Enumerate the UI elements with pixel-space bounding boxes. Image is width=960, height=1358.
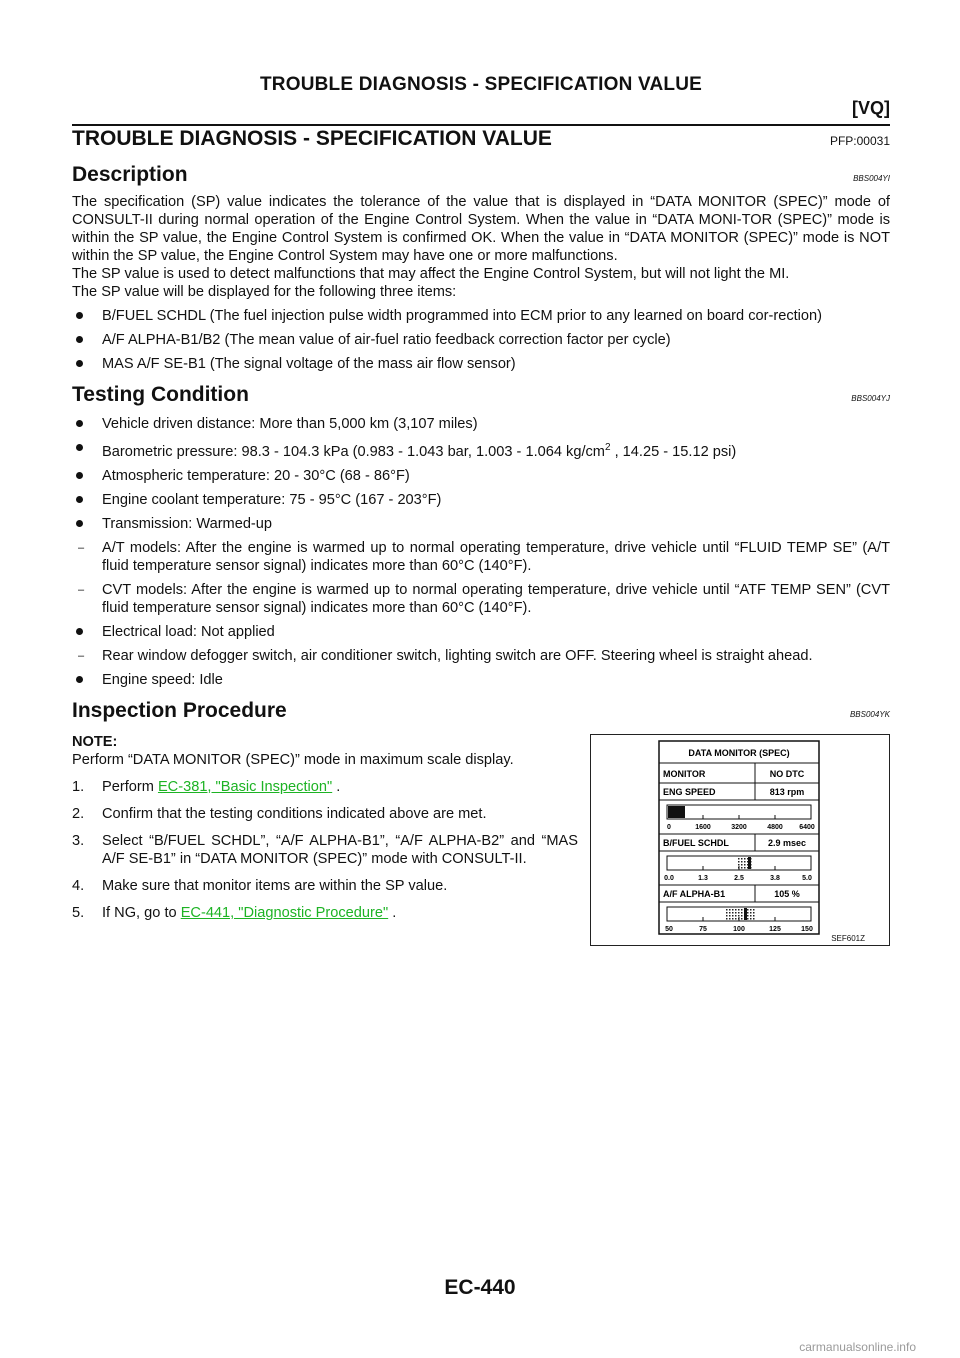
condition-cvt-models: – CVT models: After the engine is warmed up to normal operating temperature, drive vehicle until “ATF TEMP SEN” (CVT fluid temperature sensor signal) indicates more than 60°C (140°F). — [72, 581, 890, 617]
step-1-text: Perform — [102, 778, 158, 795]
step-5-number: 5. — [72, 904, 85, 921]
testing-heading-row — [72, 383, 890, 413]
inspection-body — [72, 731, 890, 946]
af-alpha-sp-range — [726, 908, 756, 920]
testing-conditions-list — [72, 415, 890, 689]
header-section-tag: [VQ] — [852, 98, 890, 118]
bfuel-value: 2.9 msec — [767, 837, 807, 848]
step-3 — [72, 832, 578, 868]
bfuel-tick-label: 5.0 — [802, 874, 812, 882]
status-column-label: NO DTC — [769, 768, 805, 779]
condition-switches: – Rear window defogger switch, air conditioner switch, lighting switch are OFF. Steering wheel is straight ahead. — [72, 647, 890, 665]
condition-pressure-text-end: , 14.25 - 15.12 psi) — [610, 443, 737, 460]
af-alpha-label: A/F ALPHA-B1 — [663, 888, 726, 899]
header-title: TROUBLE DIAGNOSIS - SPECIFICATION VALUE — [260, 74, 702, 95]
inspection-code: BBS004YK — [849, 709, 890, 719]
description-heading: Description — [72, 163, 188, 186]
step-3-text: Select “B/FUEL SCHDL”, “A/F ALPHA-B1”, “A/F ALPHA-B2” and “MAS A/F SE-B1” in “DATA MONITOR (SPEC)” mode with CONSULT-II. — [102, 832, 578, 867]
af-alpha-tick-label: 100 — [733, 925, 745, 933]
bfuel-tick-label: 3.8 — [770, 874, 780, 882]
diagnostic-procedure-link[interactable]: EC-441, "Diagnostic Procedure" — [180, 904, 389, 921]
step-2-number: 2. — [72, 805, 85, 822]
description-heading-row — [72, 163, 890, 193]
condition-pressure — [72, 439, 890, 461]
af-alpha-value: 105 % — [774, 888, 800, 899]
eng-speed-tick-label: 3200 — [731, 823, 747, 831]
af-alpha-tick-label: 150 — [801, 925, 813, 933]
note-label: NOTE: — [72, 733, 118, 750]
bfuel-tick-label: 2.5 — [734, 874, 744, 882]
sp-item-mas-af: MAS A/F SE-B1 (The signal voltage of the mass air flow sensor) — [72, 355, 890, 373]
step-1-number: 1. — [72, 778, 85, 795]
eng-speed-value: 813 rpm — [769, 786, 805, 797]
inspection-heading: Inspection Procedure — [72, 698, 287, 722]
basic-inspection-link[interactable]: EC-381, "Basic Inspection" — [157, 778, 333, 795]
bfuel-pointer — [748, 857, 751, 869]
pfp-code: PFP:00031 — [829, 134, 890, 148]
main-title-row — [72, 127, 890, 157]
step-2 — [72, 805, 578, 823]
page-content — [72, 127, 890, 946]
description-paragraph-1: The specification (SP) value indicates the tolerance of the value that is displayed in “DATA MONITOR (SPEC)” mode of CONSULT-II during normal operation of the Engine Control System. When the value in “DATA MONI-TOR (SPEC)” mode is within the SP value, the Engine Control System is confirmed OK. When the value in “DATA MONITOR (SPEC)” mode is NOT within the SP value, the Engine Control System may have one or more malfunctions. — [72, 194, 890, 264]
inspection-steps — [72, 778, 578, 922]
page-number: EC-440 — [444, 1276, 516, 1299]
step-4 — [72, 877, 578, 895]
condition-distance: Vehicle driven distance: More than 5,000 km (3,107 miles) — [72, 415, 890, 433]
data-monitor-screen — [591, 735, 889, 945]
note-text: Perform “DATA MONITOR (SPEC)” mode in maximum scale display. — [72, 751, 514, 768]
figure-code: SEF601Z — [831, 933, 865, 943]
condition-transmission: Transmission: Warmed-up — [72, 515, 890, 533]
condition-atmospheric: Atmospheric temperature: 20 - 30°C (68 - 86°F) — [72, 467, 890, 485]
step-5 — [72, 904, 578, 922]
page-header — [72, 74, 890, 126]
header-rule — [72, 124, 890, 126]
af-alpha-tick-label: 50 — [665, 925, 673, 933]
condition-at-models: – A/T models: After the engine is warmed up to normal operating temperature, drive vehicle until “FLUID TEMP SE” (A/T fluid temperature sensor signal) indicates more than 60°C (140°F). — [72, 539, 890, 575]
condition-electrical: Electrical load: Not applied — [72, 623, 890, 641]
eng-speed-tick-label: 1600 — [695, 823, 711, 831]
bfuel-tick-label: 0.0 — [664, 874, 674, 882]
step-3-number: 3. — [72, 832, 85, 849]
eng-speed-label: ENG SPEED — [663, 786, 716, 797]
condition-engine-speed: Engine speed: Idle — [72, 671, 890, 689]
watermark: carmanualsonline.info — [799, 1340, 916, 1354]
description-paragraph-3: The SP value will be displayed for the following three items: — [72, 284, 457, 300]
condition-pressure-sup: 2 — [604, 442, 611, 453]
screen-title: DATA MONITOR (SPEC) — [688, 747, 790, 758]
step-2-text: Confirm that the testing conditions indicated above are met. — [102, 805, 487, 822]
af-alpha-tick-label: 75 — [699, 925, 707, 933]
step-4-text: Make sure that monitor items are within the SP value. — [102, 877, 448, 894]
description-paragraph-2: The SP value is used to detect malfunctions that may affect the Engine Control System, but will not light the MI. — [72, 266, 790, 282]
step-1 — [72, 778, 578, 796]
description-code: BBS004YI — [853, 174, 890, 183]
af-alpha-tick-label: 125 — [769, 925, 781, 933]
inspection-heading-row — [72, 699, 890, 729]
bfuel-tick-label: 1.3 — [698, 874, 708, 882]
sp-items-list — [72, 307, 890, 373]
monitor-column-label: MONITOR — [663, 768, 706, 779]
sp-item-af-alpha: A/F ALPHA-B1/B2 (The mean value of air-fuel ratio feedback correction factor per cycle) — [72, 331, 890, 349]
af-alpha-pointer — [744, 908, 747, 920]
testing-heading: Testing Condition — [72, 383, 249, 406]
eng-speed-fill — [668, 806, 685, 818]
sp-item-bfuel: B/FUEL SCHDL (The fuel injection pulse width programmed into ECM prior to any learned on board cor-rection) — [72, 307, 890, 325]
testing-code: BBS004YJ — [851, 394, 890, 403]
eng-speed-tick-label: 0 — [667, 823, 671, 831]
step-5-text: If NG, go to — [102, 904, 181, 921]
bfuel-label: B/FUEL SCHDL — [663, 837, 729, 848]
inspection-steps-column — [72, 731, 578, 946]
main-title: TROUBLE DIAGNOSIS - SPECIFICATION VALUE — [72, 127, 552, 150]
condition-coolant: Engine coolant temperature: 75 - 95°C (167 - 203°F) — [72, 491, 890, 509]
eng-speed-tick-label: 6400 — [799, 823, 815, 831]
condition-pressure-text: Barometric pressure: 98.3 - 104.3 kPa (0.983 - 1.043 bar, 1.003 - 1.064 kg/cm — [102, 443, 605, 460]
step-4-number: 4. — [72, 877, 85, 894]
eng-speed-tick-label: 4800 — [767, 823, 783, 831]
step-1-text-end: . — [332, 778, 341, 795]
step-5-text-end: . — [388, 904, 397, 921]
data-monitor-figure — [590, 734, 890, 946]
